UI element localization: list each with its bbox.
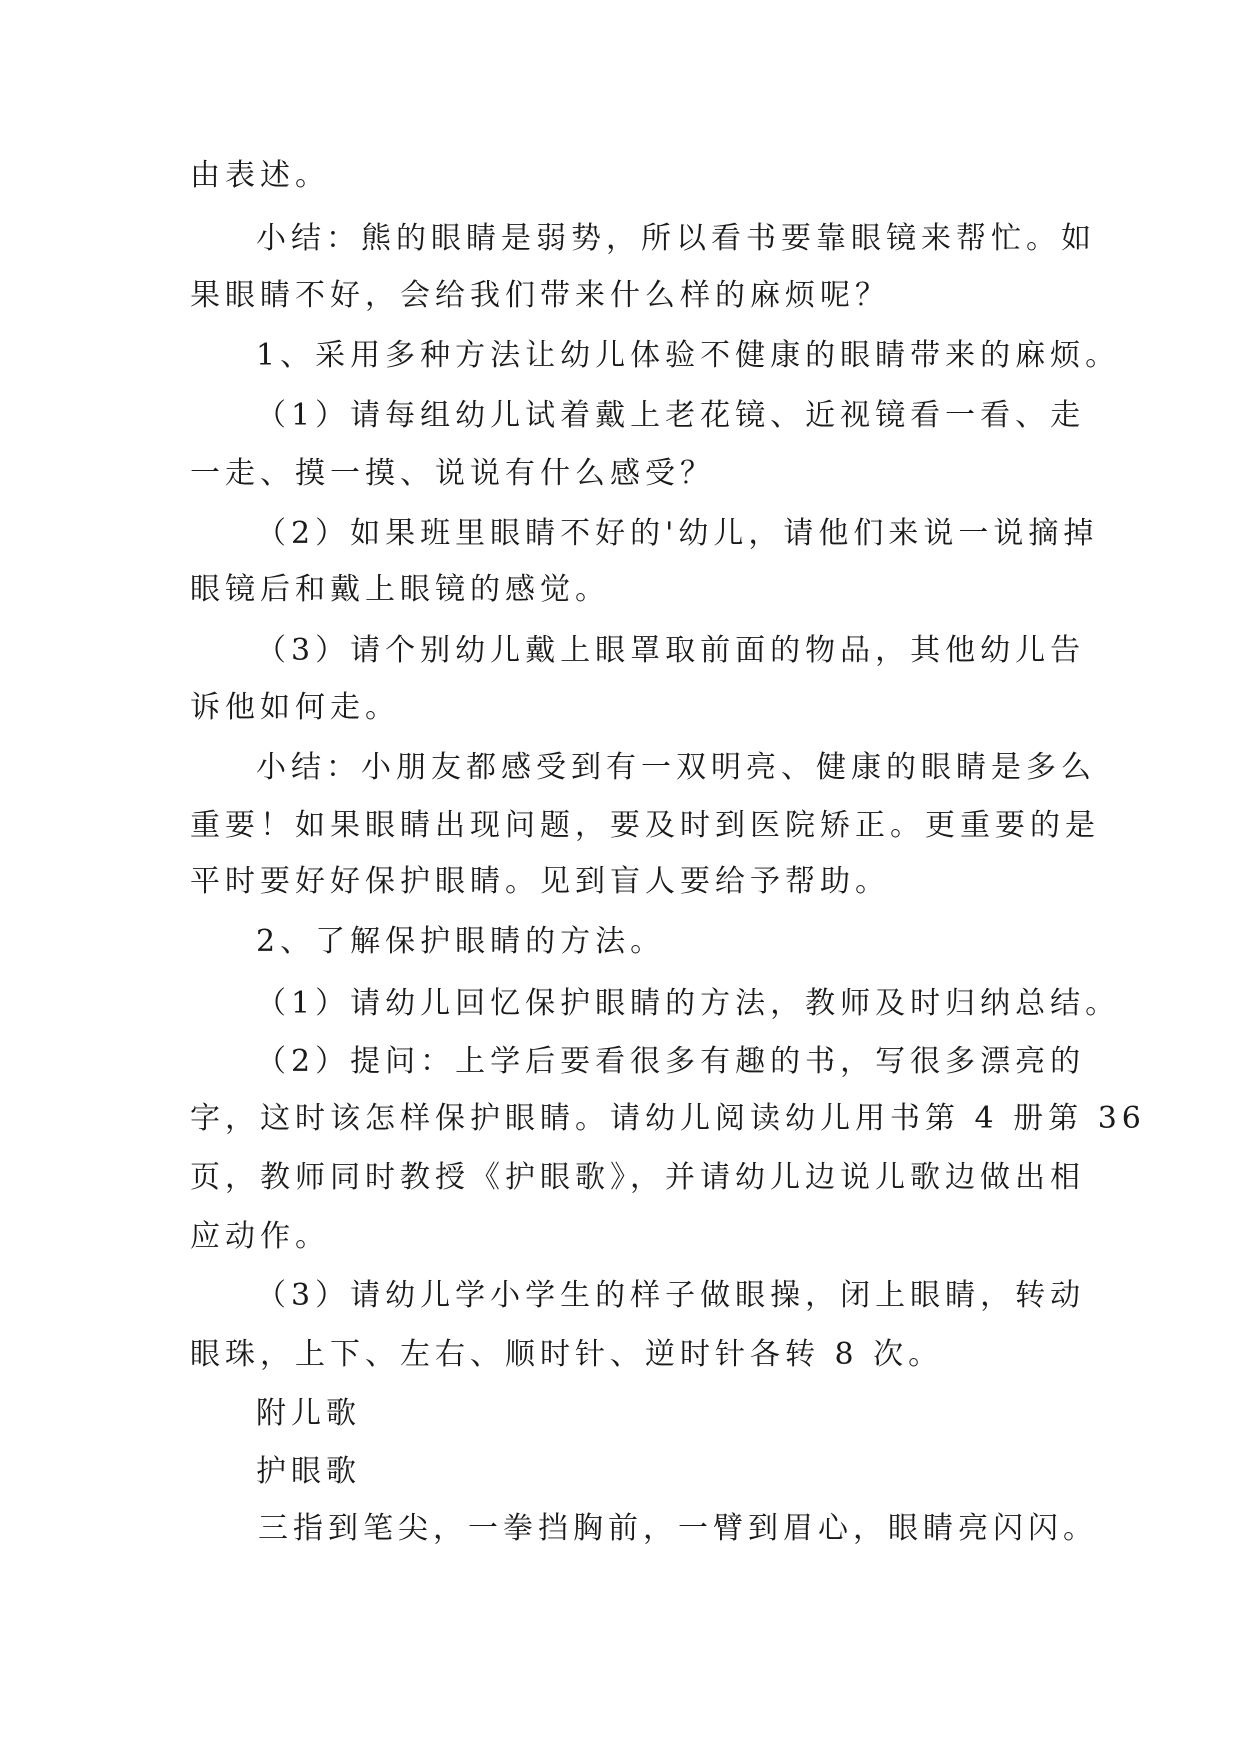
text-line: 诉他如何走。	[190, 690, 400, 725]
text-line: 小结：熊的眼睛是弱势，所以看书要靠眼镜来帮忙。如	[256, 221, 1096, 256]
text-line: （3）请个别幼儿戴上眼罩取前面的物品，其他幼儿告	[256, 633, 1086, 668]
text-line: （3）请幼儿学小学生的样子做眼操，闭上眼睛，转动	[256, 1278, 1086, 1313]
text-line: （2）如果班里眼睛不好的'幼儿，请他们来说一说摘掉	[256, 516, 1099, 551]
text-line: 字，这时该怎样保护眼睛。请幼儿阅读幼儿用书第 4 册第 36	[190, 1101, 1146, 1136]
text-line: 重要！如果眼睛出现问题，要及时到医院矫正。更重要的是	[190, 808, 1100, 843]
text-line: 应动作。	[190, 1219, 330, 1254]
text-line: （2）提问：上学后要看很多有趣的书，写很多漂亮的	[256, 1044, 1086, 1079]
text-line: 一走、摸一摸、说说有什么感受？	[190, 456, 715, 491]
text-line: 2、了解保护眼睛的方法。	[256, 924, 666, 959]
text-line: 眼珠，上下、左右、顺时针、逆时针各转 8 次。	[190, 1337, 944, 1372]
text-line: 三指到笔尖，一拳挡胸前，一臂到眉心，眼睛亮闪闪。	[258, 1511, 1098, 1546]
text-line: 1、采用多种方法让幼儿体验不健康的眼睛带来的麻烦。	[256, 338, 1121, 373]
text-line: 平时要好好保护眼睛。见到盲人要给予帮助。	[190, 864, 890, 899]
text-line: 附儿歌	[256, 1396, 361, 1431]
text-line: 眼镜后和戴上眼镜的感觉。	[190, 572, 610, 607]
text-line: 护眼歌	[256, 1454, 361, 1489]
text-line: （1）请幼儿回忆保护眼睛的方法，教师及时归纳总结。	[256, 986, 1121, 1021]
text-line: 果眼睛不好，会给我们带来什么样的麻烦呢？	[190, 278, 890, 313]
text-line: （1）请每组幼儿试着戴上老花镜、近视镜看一看、走	[256, 398, 1086, 433]
text-line: 由表述。	[190, 158, 330, 193]
text-line: 页，教师同时教授《护眼歌》，并请幼儿边说儿歌边做出相	[190, 1160, 1085, 1195]
text-line: 小结：小朋友都感受到有一双明亮、健康的眼睛是多么	[256, 750, 1096, 785]
